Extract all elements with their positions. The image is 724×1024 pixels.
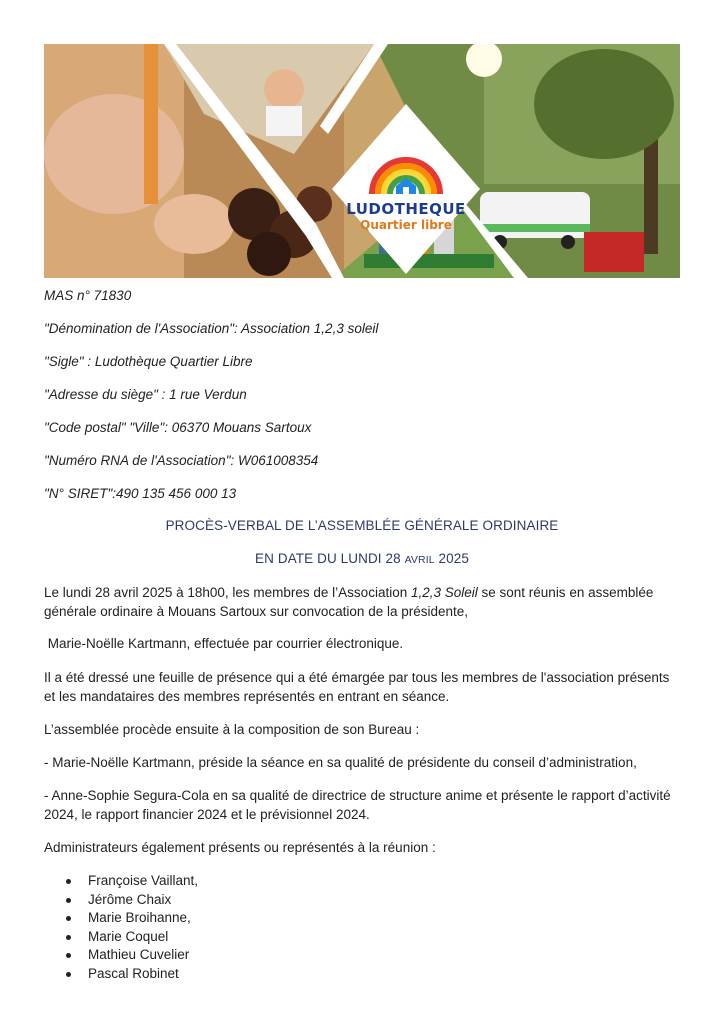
intro-after: se sont réunis en assemblée générale ordinaire à Mouans Sartoux sur convocation de la présidente, [44, 585, 654, 619]
bureau-president-paragraph: - Marie-Noëlle Kartmann, préside la séance en sa qualité de présidente du conseil d’administration, [44, 755, 637, 770]
field-sigle: "Sigle" : Ludothèque Quartier Libre [44, 354, 253, 369]
document-date [0, 551, 724, 566]
ludotheque-logo [344, 136, 468, 242]
field-denomination: "Dénomination de l'Association": Association 1,2,3 soleil [44, 321, 379, 336]
field-rna: "Numéro RNA de l'Association": W061008354 [44, 453, 319, 468]
field-adresse: "Adresse du siège" : 1 rue Verdun [44, 387, 247, 402]
logo-title: LUDOTHEQUE [346, 200, 466, 218]
intro-paragraph [44, 584, 684, 621]
field-siret: "N° SIRET":490 135 456 000 13 [44, 486, 237, 501]
list-item: Marie Coquel [66, 928, 198, 947]
attendance-paragraph: Il a été dressé une feuille de présence qui a été émargée par tous les membres de l'association présents et les mandataires des membres représentés en entrant en séance. [44, 670, 670, 704]
date-prefix: EN DATE DU LUNDI 28 [255, 551, 405, 566]
field-mas: MAS n° 71830 [44, 288, 132, 303]
bureau-paragraph: L’assemblée procède ensuite à la composition de son Bureau : [44, 722, 420, 737]
president-paragraph: Marie-Noëlle Kartmann, effectuée par courrier électronique. [44, 636, 404, 651]
document-title: PROCÈS-VERBAL DE L’ASSEMBLÉE GÉNÉRALE ORDINAIRE [165, 518, 559, 533]
bureau-director-paragraph: - Anne-Sophie Segura-Cola en sa qualité de directrice de structure anime et présente le rapport d’activité 2024, le rapport financier 2024 et le prévisionnel 2024. [44, 788, 671, 822]
list-item: Françoise Vaillant, [66, 872, 198, 891]
field-code-postal: "Code postal" "Ville": 06370 Mouans Sartoux [44, 420, 312, 435]
admins-intro-paragraph: Administrateurs également présents ou représentés à la réunion : [44, 840, 436, 855]
list-item: Jérôme Chaix [66, 891, 198, 910]
association-name: 1,2,3 Soleil [410, 585, 478, 600]
list-item: Mathieu Cuvelier [66, 946, 198, 965]
date-suffix: 2025 [434, 551, 469, 566]
list-item: Marie Broihanne, [66, 909, 198, 928]
admins-list [66, 872, 198, 984]
logo-subtitle: Quartier libre [360, 218, 452, 232]
intro-before: Le lundi 28 avril 2025 à 18h00, les membres de l’Association [44, 585, 411, 600]
date-month: AVRIL [404, 554, 435, 566]
header-banner [44, 44, 680, 278]
list-item: Pascal Robinet [66, 965, 198, 984]
